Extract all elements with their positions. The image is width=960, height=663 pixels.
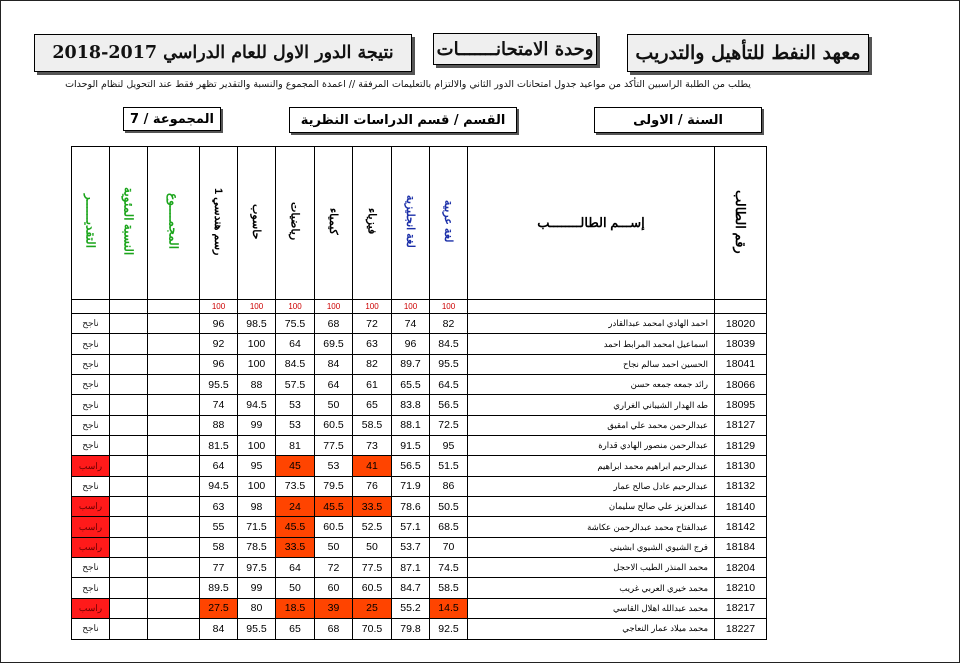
student-name-cell: عبدالرحيم ابراهيم محمد ابراهيم xyxy=(468,456,715,476)
table-row xyxy=(72,375,767,395)
mark-cell: 94.5 xyxy=(238,395,276,415)
student-name-cell: محمد ميلاد عمار النعاجي xyxy=(468,619,715,639)
mark-cell: 100 xyxy=(238,436,276,456)
total-cell xyxy=(148,598,200,618)
mark-cell: 33.5 xyxy=(276,537,315,557)
mark-cell: 84.7 xyxy=(392,578,430,598)
mark-cell: 94.5 xyxy=(200,476,238,496)
student-id-cell: 18132 xyxy=(715,476,767,496)
grades-table xyxy=(71,146,767,640)
mark-cell: 64 xyxy=(200,456,238,476)
mark-cell: 74 xyxy=(200,395,238,415)
percentage-cell xyxy=(110,558,148,578)
student-id-cell: 18020 xyxy=(715,314,767,334)
mark-cell: 25 xyxy=(353,598,392,618)
percentage-cell xyxy=(110,395,148,415)
department-box xyxy=(289,107,517,133)
total-cell xyxy=(148,314,200,334)
mark-cell: 53 xyxy=(276,395,315,415)
student-id-cell: 18039 xyxy=(715,334,767,354)
mark-cell: 45.5 xyxy=(315,497,353,517)
percentage-cell xyxy=(110,517,148,537)
year-box xyxy=(594,107,762,133)
student-name-cell: طه الهدار الشيباني الغراري xyxy=(468,395,715,415)
mark-cell: 73 xyxy=(353,436,392,456)
mark-cell: 52.5 xyxy=(353,517,392,537)
student-name-cell: عبدالفتاح محمد عبدالرحمن عكاشة xyxy=(468,517,715,537)
table-row xyxy=(72,578,767,598)
mark-cell: 58.5 xyxy=(430,578,468,598)
student-id-cell: 18066 xyxy=(715,375,767,395)
table-row xyxy=(72,415,767,435)
student-id-cell: 18217 xyxy=(715,598,767,618)
mark-cell: 45.5 xyxy=(276,517,315,537)
mark-cell: 95.5 xyxy=(430,354,468,374)
mark-cell: 95 xyxy=(430,436,468,456)
mark-cell: 14.5 xyxy=(430,598,468,618)
col-student-name: إســـم الطالــــــــب xyxy=(468,147,715,300)
student-name-cell: احمد الهادي امحمد عبدالقادر xyxy=(468,314,715,334)
mark-cell: 55.2 xyxy=(392,598,430,618)
table-row xyxy=(72,497,767,517)
mark-cell: 53 xyxy=(276,415,315,435)
col-math: رياضيات xyxy=(276,147,315,300)
mark-cell: 65 xyxy=(276,619,315,639)
mark-cell: 77 xyxy=(200,558,238,578)
mark-cell: 75.5 xyxy=(276,314,315,334)
mark-cell: 84.5 xyxy=(276,354,315,374)
mark-cell: 55 xyxy=(200,517,238,537)
total-cell xyxy=(148,456,200,476)
table-row xyxy=(72,314,767,334)
result-cell: راسب xyxy=(72,456,110,476)
max-marks-row xyxy=(72,300,767,314)
percentage-cell xyxy=(110,456,148,476)
institute-title xyxy=(627,34,869,72)
table-row xyxy=(72,436,767,456)
mark-cell: 27.5 xyxy=(200,598,238,618)
mark-cell: 58 xyxy=(200,537,238,557)
mark-cell: 72 xyxy=(315,558,353,578)
notice-text: يطلب من الطلبة الراسبين التأكد من مواعيد جدول امتحانات الدور الثاني والالتزام بالتعليمات المرفقة // اعمدة المجموع والنسبة والتقدير تظهر فقط عند التحويل لنظام الوحدات xyxy=(65,79,751,90)
mark-cell: 64 xyxy=(276,558,315,578)
col-eng-drawing: رسم هندسي 1 xyxy=(200,147,238,300)
student-id-cell: 18129 xyxy=(715,436,767,456)
max-mark: 100 xyxy=(238,300,276,314)
mark-cell: 96 xyxy=(392,334,430,354)
col-computer: حاسوب xyxy=(238,147,276,300)
mark-cell: 77.5 xyxy=(353,558,392,578)
mark-cell: 95.5 xyxy=(200,375,238,395)
mark-cell: 60.5 xyxy=(353,578,392,598)
mark-cell: 68 xyxy=(315,619,353,639)
mark-cell: 53 xyxy=(315,456,353,476)
mark-cell: 76 xyxy=(353,476,392,496)
mark-cell: 60.5 xyxy=(315,517,353,537)
table-row xyxy=(72,334,767,354)
mark-cell: 64 xyxy=(276,334,315,354)
max-mark: 100 xyxy=(315,300,353,314)
col-arabic: لغة عربية xyxy=(430,147,468,300)
mark-cell: 63 xyxy=(353,334,392,354)
mark-cell: 98 xyxy=(238,497,276,517)
col-total: المجمــــوع xyxy=(148,147,200,300)
student-name-cell: عبدالرحمن محمد علي امقيق xyxy=(468,415,715,435)
total-cell xyxy=(148,619,200,639)
mark-cell: 79.8 xyxy=(392,619,430,639)
student-id-cell: 18227 xyxy=(715,619,767,639)
result-cell: راسب xyxy=(72,537,110,557)
result-title xyxy=(34,34,412,72)
student-name-cell: فرج الشيوي الشيوي ابشيني xyxy=(468,537,715,557)
max-mark: 100 xyxy=(276,300,315,314)
total-cell xyxy=(148,537,200,557)
mark-cell: 81.5 xyxy=(200,436,238,456)
mark-cell: 56.5 xyxy=(430,395,468,415)
mark-cell: 95 xyxy=(238,456,276,476)
student-name-cell: عبدالعزيز علي صالح سليمان xyxy=(468,497,715,517)
mark-cell: 86 xyxy=(430,476,468,496)
mark-cell: 89.7 xyxy=(392,354,430,374)
mark-cell: 58.5 xyxy=(353,415,392,435)
group-label: المجموعة / 7 xyxy=(130,111,214,127)
mark-cell: 53.7 xyxy=(392,537,430,557)
mark-cell: 24 xyxy=(276,497,315,517)
group-box xyxy=(123,107,221,131)
mark-cell: 18.5 xyxy=(276,598,315,618)
total-cell xyxy=(148,476,200,496)
table-row xyxy=(72,354,767,374)
student-name-cell: عبدالرحمن منصور الهادي قدارة xyxy=(468,436,715,456)
percentage-cell xyxy=(110,314,148,334)
table-row xyxy=(72,476,767,496)
mark-cell: 80 xyxy=(238,598,276,618)
student-id-cell: 18210 xyxy=(715,578,767,598)
mark-cell: 41 xyxy=(353,456,392,476)
percentage-cell xyxy=(110,354,148,374)
result-cell: ناجح xyxy=(72,578,110,598)
mark-cell: 92.5 xyxy=(430,619,468,639)
total-cell xyxy=(148,395,200,415)
percentage-cell xyxy=(110,436,148,456)
mark-cell: 96 xyxy=(200,314,238,334)
max-mark: 100 xyxy=(430,300,468,314)
percentage-cell xyxy=(110,537,148,557)
student-id-cell: 18184 xyxy=(715,537,767,557)
mark-cell: 72.5 xyxy=(430,415,468,435)
table-row xyxy=(72,558,767,578)
mark-cell: 98.5 xyxy=(238,314,276,334)
col-student-id: رقم الطالب xyxy=(715,147,767,300)
mark-cell: 65 xyxy=(353,395,392,415)
mark-cell: 100 xyxy=(238,476,276,496)
student-name-cell: رائد جمعه جمعه حسن xyxy=(468,375,715,395)
mark-cell: 89.5 xyxy=(200,578,238,598)
mark-cell: 79.5 xyxy=(315,476,353,496)
total-cell xyxy=(148,436,200,456)
mark-cell: 33.5 xyxy=(353,497,392,517)
percentage-cell xyxy=(110,497,148,517)
percentage-cell xyxy=(110,334,148,354)
result-cell: ناجح xyxy=(72,375,110,395)
mark-cell: 71.5 xyxy=(238,517,276,537)
mark-cell: 88.1 xyxy=(392,415,430,435)
institute-title-text: معهد النفط للتأهيل والتدريب xyxy=(635,42,861,64)
table-row xyxy=(72,517,767,537)
col-english: لغة انجليزية xyxy=(392,147,430,300)
total-cell xyxy=(148,558,200,578)
mark-cell: 100 xyxy=(238,334,276,354)
mark-cell: 60.5 xyxy=(315,415,353,435)
student-name-cell: اسماعيل امحمد المرابط احمد xyxy=(468,334,715,354)
percentage-cell xyxy=(110,476,148,496)
student-id-cell: 18204 xyxy=(715,558,767,578)
mark-cell: 78.6 xyxy=(392,497,430,517)
student-id-cell: 18127 xyxy=(715,415,767,435)
mark-cell: 57.1 xyxy=(392,517,430,537)
mark-cell: 70 xyxy=(430,537,468,557)
total-cell xyxy=(148,334,200,354)
result-cell: ناجح xyxy=(72,436,110,456)
mark-cell: 70.5 xyxy=(353,619,392,639)
percentage-cell xyxy=(110,578,148,598)
mark-cell: 92 xyxy=(200,334,238,354)
mark-cell: 88 xyxy=(200,415,238,435)
percentage-cell xyxy=(110,415,148,435)
max-mark: 100 xyxy=(353,300,392,314)
exam-unit-title xyxy=(433,33,597,65)
mark-cell: 50 xyxy=(315,537,353,557)
total-cell xyxy=(148,415,200,435)
max-mark: 100 xyxy=(392,300,430,314)
student-name-cell: محمد خيري العربي غريب xyxy=(468,578,715,598)
total-cell xyxy=(148,517,200,537)
percentage-cell xyxy=(110,619,148,639)
percentage-cell xyxy=(110,375,148,395)
mark-cell: 72 xyxy=(353,314,392,334)
mark-cell: 100 xyxy=(238,354,276,374)
total-cell xyxy=(148,375,200,395)
student-id-cell: 18142 xyxy=(715,517,767,537)
mark-cell: 68.5 xyxy=(430,517,468,537)
mark-cell: 71.9 xyxy=(392,476,430,496)
mark-cell: 81 xyxy=(276,436,315,456)
mark-cell: 95.5 xyxy=(238,619,276,639)
result-cell: ناجح xyxy=(72,334,110,354)
student-name-cell: محمد عبدالله اهلال القاسي xyxy=(468,598,715,618)
mark-cell: 77.5 xyxy=(315,436,353,456)
mark-cell: 87.1 xyxy=(392,558,430,578)
mark-cell: 51.5 xyxy=(430,456,468,476)
table-row xyxy=(72,598,767,618)
percentage-cell xyxy=(110,598,148,618)
mark-cell: 57.5 xyxy=(276,375,315,395)
mark-cell: 84 xyxy=(200,619,238,639)
student-name-cell: الحسين احمد سالم نجاح xyxy=(468,354,715,374)
result-cell: ناجح xyxy=(72,558,110,578)
col-grade: التقديــــــر xyxy=(72,147,110,300)
result-cell: ناجح xyxy=(72,415,110,435)
result-cell: ناجح xyxy=(72,395,110,415)
student-name-cell: عبدالرحيم عادل صالح عمار xyxy=(468,476,715,496)
exam-unit-text: وحدة الامتحانـــــــات xyxy=(436,38,594,60)
table-row xyxy=(72,456,767,476)
col-percentage: النسبة المئوية xyxy=(110,147,148,300)
mark-cell: 69.5 xyxy=(315,334,353,354)
result-cell: راسب xyxy=(72,517,110,537)
mark-cell: 63 xyxy=(200,497,238,517)
total-cell xyxy=(148,497,200,517)
mark-cell: 50.5 xyxy=(430,497,468,517)
mark-cell: 64 xyxy=(315,375,353,395)
mark-cell: 91.5 xyxy=(392,436,430,456)
mark-cell: 60 xyxy=(315,578,353,598)
mark-cell: 97.5 xyxy=(238,558,276,578)
mark-cell: 83.8 xyxy=(392,395,430,415)
mark-cell: 65.5 xyxy=(392,375,430,395)
col-physics: فيزياء xyxy=(353,147,392,300)
mark-cell: 74 xyxy=(392,314,430,334)
mark-cell: 50 xyxy=(315,395,353,415)
table-row xyxy=(72,537,767,557)
table-row xyxy=(72,395,767,415)
table-row xyxy=(72,619,767,639)
year-label: السنة / الاولى xyxy=(633,112,723,128)
mark-cell: 68 xyxy=(315,314,353,334)
mark-cell: 73.5 xyxy=(276,476,315,496)
mark-cell: 64.5 xyxy=(430,375,468,395)
mark-cell: 99 xyxy=(238,415,276,435)
result-cell: ناجح xyxy=(72,476,110,496)
mark-cell: 61 xyxy=(353,375,392,395)
mark-cell: 82 xyxy=(353,354,392,374)
result-cell: راسب xyxy=(72,598,110,618)
mark-cell: 50 xyxy=(276,578,315,598)
col-chemistry: كيمياء xyxy=(315,147,353,300)
mark-cell: 39 xyxy=(315,598,353,618)
mark-cell: 99 xyxy=(238,578,276,598)
student-id-cell: 18041 xyxy=(715,354,767,374)
max-mark: 100 xyxy=(200,300,238,314)
result-cell: ناجح xyxy=(72,619,110,639)
student-name-cell: محمد المنذر الطيب الاحجل xyxy=(468,558,715,578)
student-id-cell: 18095 xyxy=(715,395,767,415)
total-cell xyxy=(148,578,200,598)
student-id-cell: 18140 xyxy=(715,497,767,517)
total-cell xyxy=(148,354,200,374)
mark-cell: 88 xyxy=(238,375,276,395)
header-row xyxy=(72,147,767,300)
mark-cell: 45 xyxy=(276,456,315,476)
result-title-text: نتيجة الدور الاول للعام الدراسي 2017-2018 xyxy=(52,43,394,63)
result-cell: راسب xyxy=(72,497,110,517)
mark-cell: 78.5 xyxy=(238,537,276,557)
mark-cell: 84 xyxy=(315,354,353,374)
mark-cell: 74.5 xyxy=(430,558,468,578)
mark-cell: 56.5 xyxy=(392,456,430,476)
mark-cell: 84.5 xyxy=(430,334,468,354)
mark-cell: 96 xyxy=(200,354,238,374)
result-cell: ناجح xyxy=(72,354,110,374)
mark-cell: 50 xyxy=(353,537,392,557)
result-cell: ناجح xyxy=(72,314,110,334)
department-label: القسم / قسم الدراسات النظرية xyxy=(300,112,506,128)
mark-cell: 82 xyxy=(430,314,468,334)
student-id-cell: 18130 xyxy=(715,456,767,476)
